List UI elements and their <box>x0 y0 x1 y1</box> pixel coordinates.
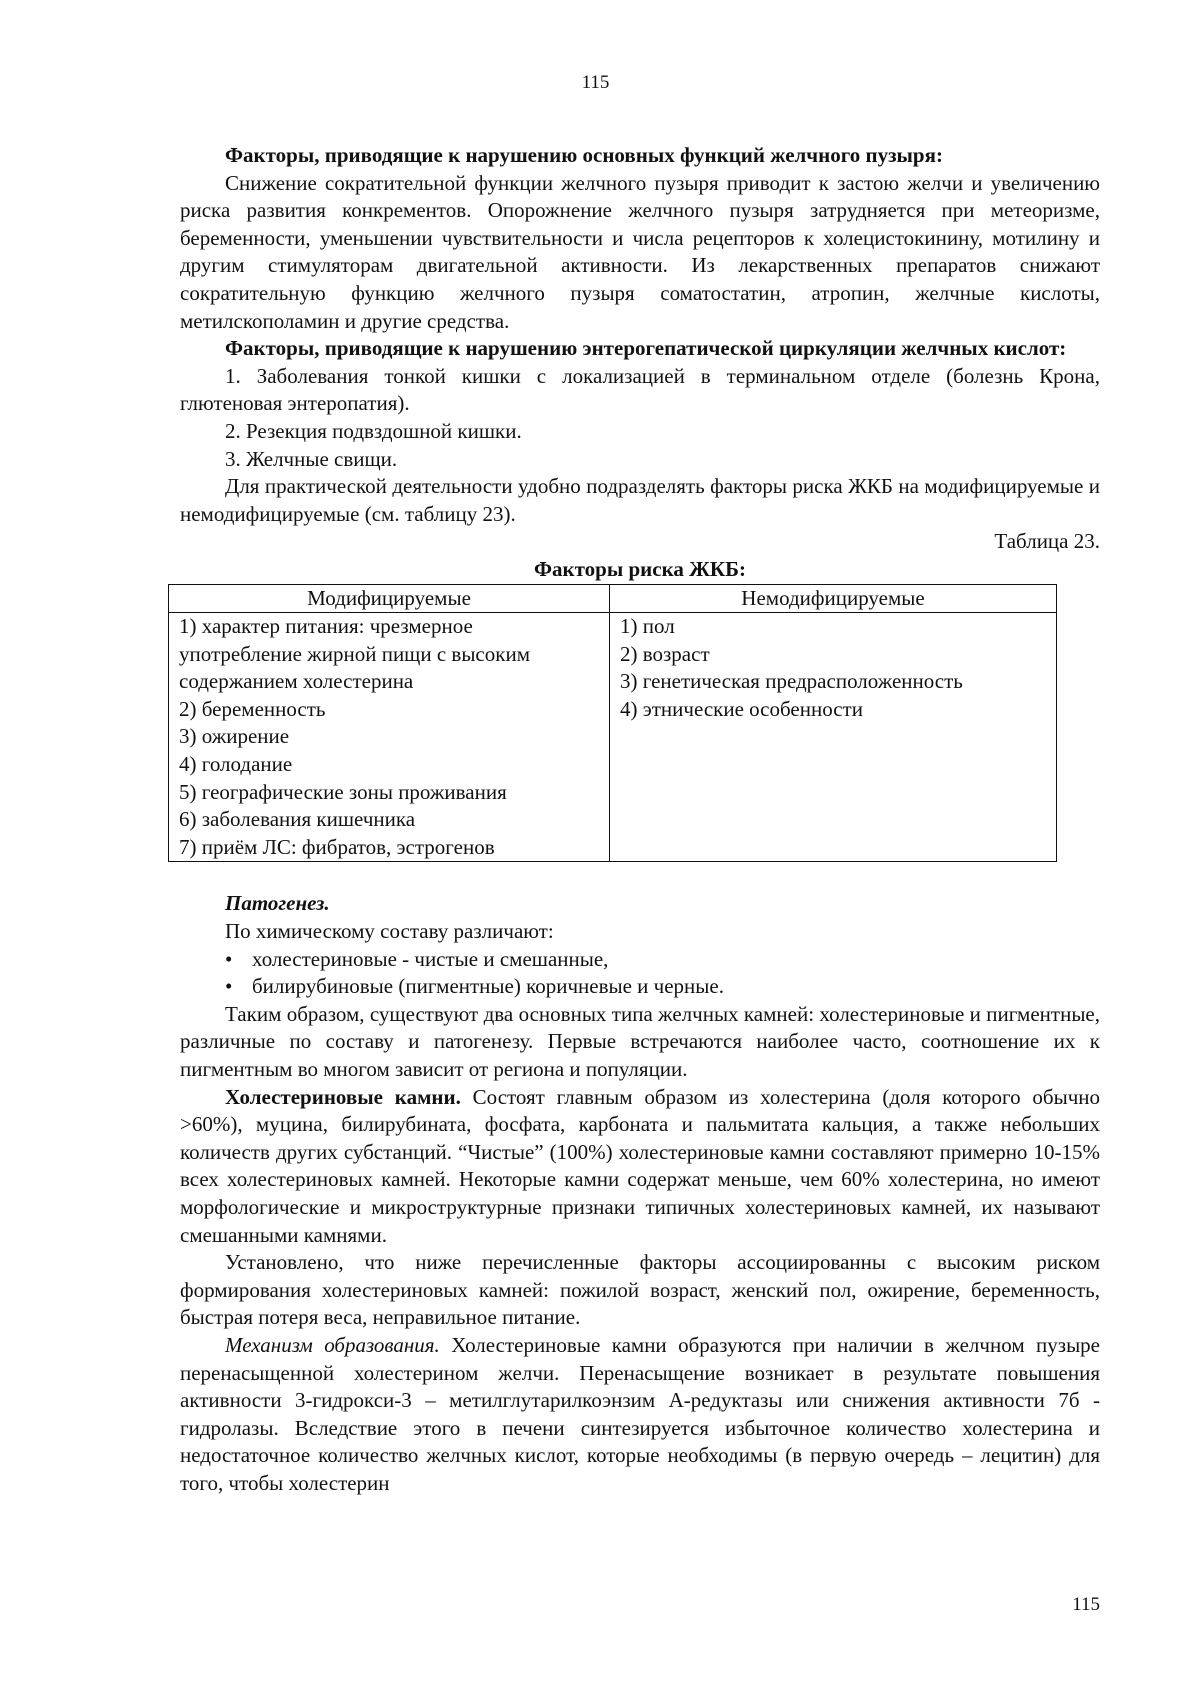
list-item: 2) возраст <box>620 641 710 666</box>
list-item: 1) пол <box>620 614 675 639</box>
section2-text: Для практической деятельности удобно подразделять факторы риска ЖКБ на модифицируемые и немодифицируемые (см. таблицу 23). <box>180 474 1100 526</box>
list-item: • холестериновые - чистые и смешанные, <box>180 946 1100 974</box>
cholesterol-stones-paragraph <box>180 1084 1100 1250</box>
mechanism-text: Холестериновые камни образуются при наличии в желчном пузыре перенасыщенной холестерином желчи. Перенасыщение возникает в результате повышения активности 3-гидрокси-3 – метилглутарилкоэнзим А-редуктазы или снижения активности 7б - гидролазы. Вследствие этого в печени синтезируется избыточное количество холестерина и недостаточное количество желчных кислот, которые необходимы (в первую очередь – лецитин) для того, чтобы холестерин <box>180 1332 1100 1495</box>
section1-text: Снижение сократительной функции желчного пузыря приводит к застою желчи и увеличению риска развития конкрементов. Опорожнение желчного пузыря затрудняется при метеоризме, беременности, уменьшении чувствительности и числа рецепторов к холецистокинину, мотилину и другим стимуляторам двигательной активности. Из лекарственных препаратов снижают сократительную функцию желчного пузыря соматостатин, атропин, желчные кислоты, метилскополамин и другие средства. <box>180 170 1100 333</box>
section2-item-2: 2. Резекция подвздошной кишки. <box>225 418 522 443</box>
risk-factors-table <box>168 584 1057 863</box>
cholesterol-stones-heading: Холестериновые камни. <box>225 1084 461 1109</box>
list-item: 4) этнические особенности <box>620 696 863 721</box>
table-title: Факторы риска ЖКБ: <box>534 556 746 581</box>
mechanism-heading: Механизм образования. <box>225 1332 440 1357</box>
list-item: употребление жирной пищи с высоким <box>179 641 530 666</box>
cholesterol-stones-text: Состоят главным образом из холестерина (доля которого обычно >60%), муцина, билирубината, фосфата, карбоната и пальмитата кальция, а также небольших количеств других субстанций. “Чистые” (100%) холестериновые камни составляют примерно 10-15% всех холестериновых камней. Некоторые камни содержат меньше, чем 60% холестерина, но имеют морфологические и микроструктурные признаки типичных холестериновых камней, их называют смешанными камнями. <box>180 1084 1100 1247</box>
page-number-top: 115 <box>581 72 610 93</box>
list-item: содержанием холестерина <box>179 669 414 694</box>
composition-list <box>180 946 1100 1001</box>
list-item: 1) характер питания: чрезмерное <box>179 614 473 639</box>
page-number-bottom: 115 <box>1072 1594 1100 1615</box>
pathogenesis-paragraph-1: Таким образом, существуют два основных типа желчных камней: холестериновые и пигментные, различные по составу и патогенезу. Первые встречаются наиболее часто, соотношение их к пигментным во многом зависит от региона и популяции. <box>180 1001 1100 1081</box>
table-header-modifiable: Модифицируемые <box>169 584 610 613</box>
table-label: Таблица 23. <box>994 529 1100 554</box>
table-header-nonmodifiable: Немодифицируемые <box>610 584 1057 613</box>
spacer <box>180 862 1100 890</box>
section2-item-3: 3. Желчные свищи. <box>225 446 398 471</box>
section2-item-1: 1. Заболевания тонкой кишки с локализацией в терминальном отделе (болезнь Крона, глютеновая энтеропатия). <box>180 363 1100 416</box>
list-item: 7) приём ЛС: фибратов, эстрогенов <box>179 834 495 859</box>
section1-heading: Факторы, приводящие к нарушению основных функций желчного пузыря: <box>225 143 943 167</box>
page-content <box>180 142 1100 1498</box>
modifiable-factors-cell <box>169 613 610 862</box>
table-header-row <box>169 584 1057 613</box>
mechanism-paragraph <box>180 1332 1100 1498</box>
section2-heading: Факторы, приводящие к нарушению энтерогепатической циркуляции желчных кислот: <box>225 336 1067 361</box>
list-item: 2) беременность <box>179 696 326 721</box>
list-item: 4) голодание <box>179 752 293 777</box>
nonmodifiable-factors-cell <box>610 613 1057 862</box>
pathogenesis-intro: По химическому составу различают: <box>225 919 554 944</box>
list-item: 5) географические зоны проживания <box>179 779 507 804</box>
list-item: 3) генетическая предрасположенность <box>620 669 963 694</box>
pathogenesis-heading: Патогенез. <box>225 891 330 916</box>
list-item: 3) ожирение <box>179 724 290 749</box>
table-row <box>169 613 1057 862</box>
risk-association-paragraph: Установлено, что ниже перечисленные факторы ассоциированны с высоким риском формирования холестериновых камней: пожилой возраст, женский пол, ожирение, беременность, быстрая потеря веса, неправильное питание. <box>180 1250 1100 1330</box>
list-item: • билирубиновые (пигментные) коричневые и черные. <box>180 973 1100 1001</box>
list-item: 6) заболевания кишечника <box>179 807 416 832</box>
